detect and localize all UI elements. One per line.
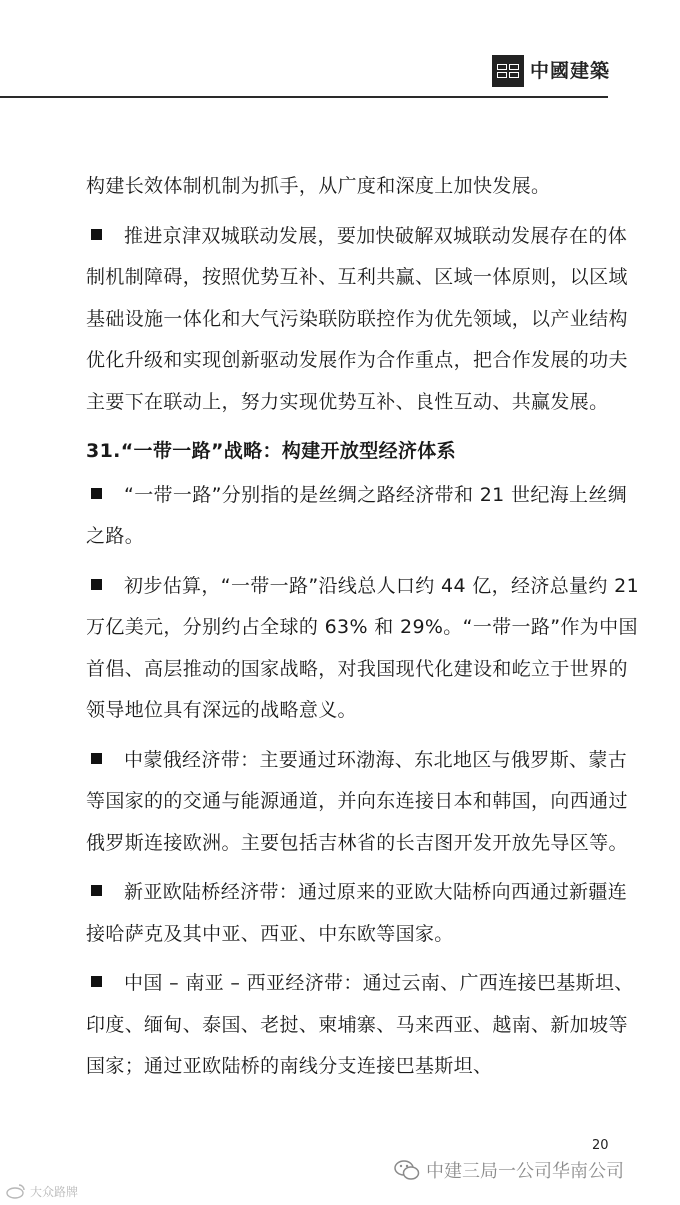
paragraph: 构建长效体制机制为抓手，从广度和深度上加快发展。 xyxy=(86,175,551,197)
square-bullet-icon xyxy=(91,976,102,987)
square-bullet-icon xyxy=(91,488,102,499)
watermark-text: 中建三局一公司华南公司 xyxy=(426,1161,624,1182)
page-number: 20 xyxy=(592,1138,609,1153)
square-bullet-icon xyxy=(91,229,102,240)
bullet-paragraph: 推进京津双城联动发展，要加快破解双城联动发展存在的体制机制障碍，按照优势互补、互利共赢、区域一体原则，以区域基础设施一体化和大气污染联防联控作为优先领域，以产业结构优化升级和实现创新驱动发展作为合作重点，把合作发展的功夫主要下在联动上，努力实现优势互补、良性互动、共赢发展。 xyxy=(86,224,628,413)
wechat-icon xyxy=(394,1159,420,1181)
bullet-paragraph: 中国 – 南亚 – 西亚经济带：通过云南、广西连接巴基斯坦、印度、缅甸、泰国、老挝、柬埔寨、马来西亚、越南、新加坡等国家；通过亚欧陆桥的南线分支连接巴基斯坦、 xyxy=(86,972,634,1077)
bullet-paragraph: 初步估算，“一带一路”沿线总人口约 44 亿，经济总量约 21 万亿美元，分别约占全球的 63% 和 29%。“一带一路”作为中国首倡、高层推动的国家战略，对我国现代化建设和屹立于世界的领导地位具有深远的战略意义。 xyxy=(86,574,640,721)
section-heading: 31.“一带一路”战略：构建开放型经济体系 xyxy=(86,440,456,462)
square-bullet-icon xyxy=(91,753,102,764)
weibo-watermark xyxy=(6,1182,78,1200)
bullet-paragraph: 新亚欧陆桥经济带：通过原来的亚欧大陆桥向西通过新疆连接哈萨克及其中亚、西亚、中东欧等国家。 xyxy=(86,881,628,945)
square-bullet-icon xyxy=(91,579,102,590)
weibo-icon xyxy=(6,1183,26,1199)
bullet-paragraph: 中蒙俄经济带：主要通过环渤海、东北地区与俄罗斯、蒙古等国家的的交通与能源通道，并向东连接日本和韩国，向西通过俄罗斯连接欧洲。主要包括吉林省的长吉图开发开放先导区等。 xyxy=(86,748,628,854)
watermark-text: 大众路牌 xyxy=(30,1184,79,1199)
header-rule xyxy=(0,96,608,98)
square-bullet-icon xyxy=(91,885,102,896)
document-body xyxy=(86,166,642,1096)
wechat-watermark xyxy=(394,1155,624,1185)
brand-name: 中國建築 xyxy=(530,60,611,82)
bullet-paragraph: “一带一路”分别指的是丝绸之路经济带和 21 世纪海上丝绸之路。 xyxy=(86,483,628,547)
cscec-logo-icon xyxy=(492,55,524,87)
